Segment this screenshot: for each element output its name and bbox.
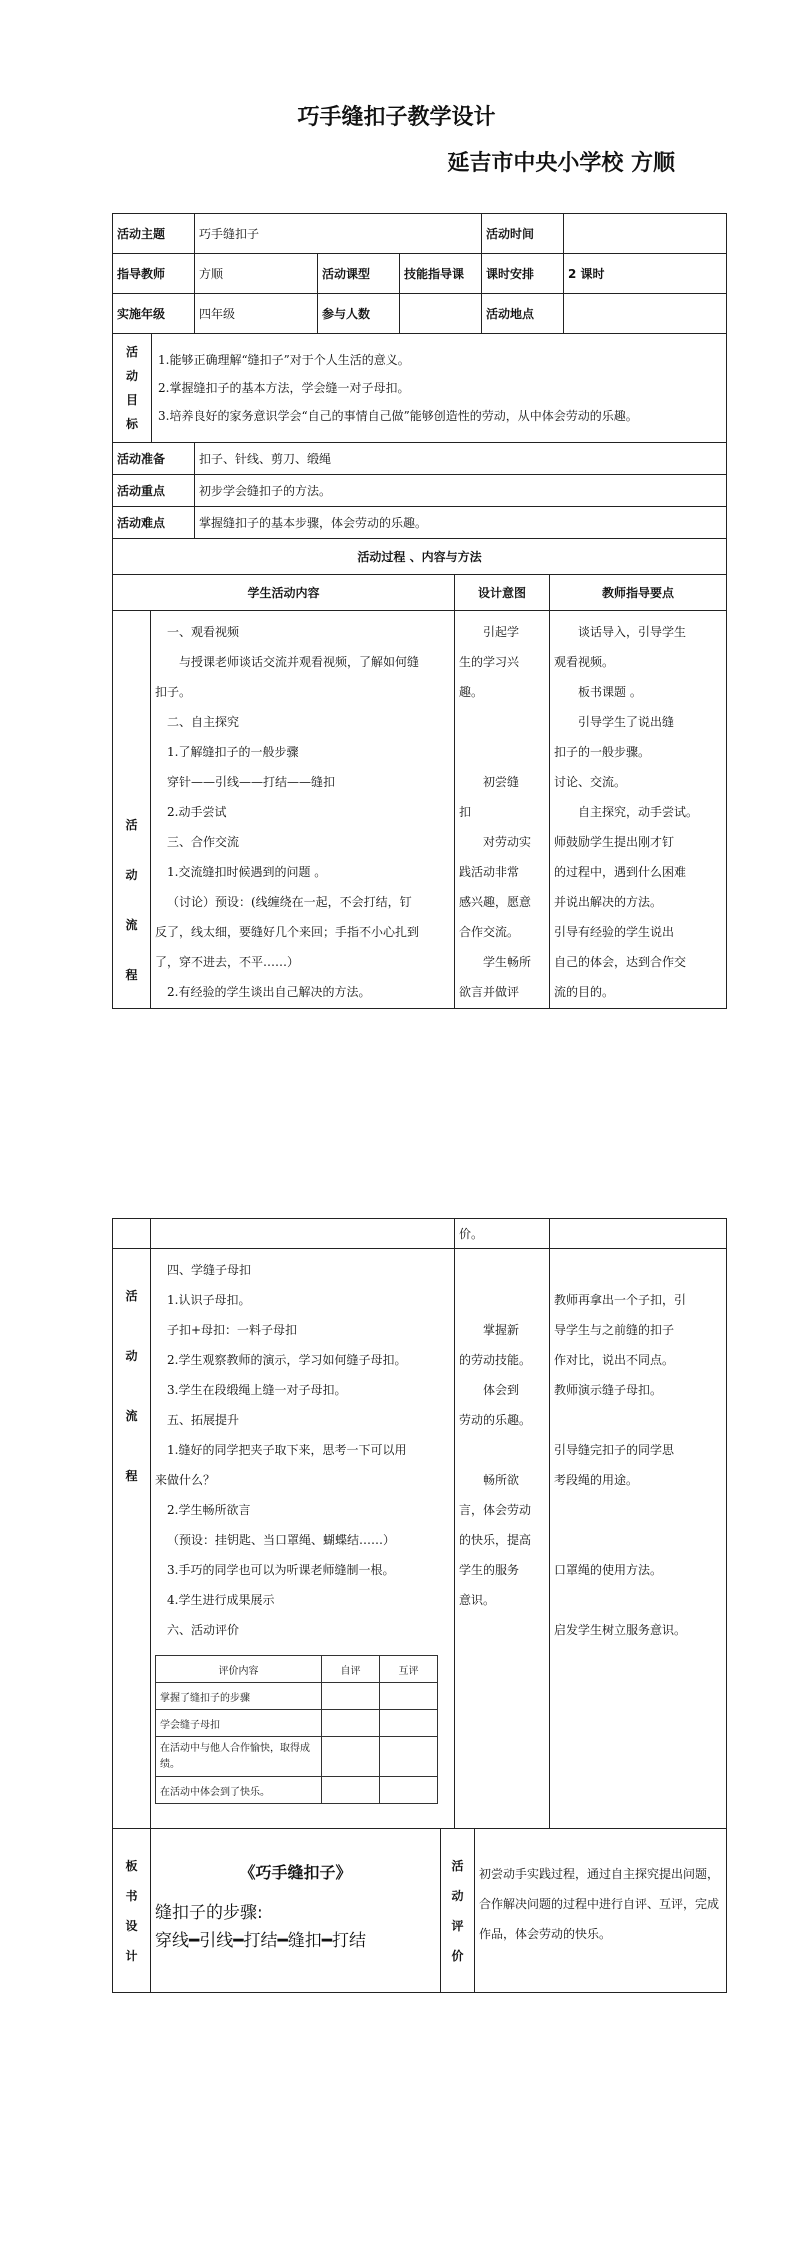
flow-label-char: 动 bbox=[125, 1349, 138, 1363]
student-line: 2.学生畅所欲言 bbox=[167, 1503, 251, 1517]
eval-peer-cell[interactable] bbox=[380, 1710, 438, 1737]
board-label-char: 书 bbox=[125, 1888, 138, 1903]
eval-self-cell[interactable] bbox=[322, 1737, 380, 1777]
student-line: （讨论）预设：(线缠绕在一起，不会打结，钉 bbox=[167, 895, 412, 909]
continued-intent: 价。 bbox=[455, 1219, 550, 1249]
student-line: 一、观看视频 bbox=[167, 625, 240, 639]
empty-cell bbox=[550, 1219, 727, 1249]
student-line: 子扣+母扣：一料子母扣 bbox=[167, 1323, 298, 1337]
page-title: 巧手缝扣子教学设计 bbox=[297, 105, 496, 130]
goals-label-char: 活 bbox=[125, 345, 138, 359]
intent-line: 初尝缝 bbox=[483, 775, 520, 789]
intent-line bbox=[459, 707, 545, 737]
intent-line: 劳动的乐趣。 bbox=[459, 1413, 532, 1427]
place-value bbox=[564, 294, 727, 334]
time-value bbox=[564, 214, 727, 254]
grade-value: 四年级 bbox=[195, 294, 318, 334]
board-label bbox=[113, 1829, 151, 1993]
intent-line: 感兴趣，愿意 bbox=[459, 895, 532, 909]
goals-label bbox=[113, 334, 152, 442]
student-header: 学生活动内容 bbox=[113, 575, 455, 611]
student-line: 三、合作交流 bbox=[167, 835, 240, 849]
student-line: 二、自主探究 bbox=[167, 715, 240, 729]
prep-value: 扣子、针线、剪刀、缎绳 bbox=[195, 443, 727, 475]
flow-label-char: 动 bbox=[125, 867, 138, 882]
teacher-line bbox=[554, 1405, 722, 1435]
board-line: 穿线━引线━打结━缝扣━打结 bbox=[155, 1931, 366, 1951]
goals-label-char: 标 bbox=[125, 417, 138, 431]
design-intent bbox=[455, 611, 550, 1009]
time-label: 活动时间 bbox=[482, 214, 564, 254]
self-evaluation-table bbox=[155, 1655, 438, 1804]
process-title: 活动过程 、内容与方法 bbox=[113, 539, 727, 575]
activity-eval-label-char: 活 bbox=[451, 1858, 464, 1873]
topic-value: 巧手缝扣子 bbox=[195, 214, 482, 254]
eval-header: 互评 bbox=[380, 1656, 438, 1683]
activity-eval-label-char: 动 bbox=[451, 1888, 464, 1903]
intent-line bbox=[459, 1285, 545, 1315]
course-value: 技能指导课 bbox=[400, 254, 482, 294]
teacher-guidance bbox=[550, 611, 727, 1009]
student-line: （预设：挂钥匙、当口罩绳、蝴蝶结……） bbox=[167, 1533, 396, 1547]
activity-eval-label-char: 评 bbox=[451, 1918, 464, 1933]
teacher-line: 作对比，说出不同点。 bbox=[554, 1353, 675, 1367]
topic-label: 活动主题 bbox=[113, 214, 195, 254]
prep-label: 活动准备 bbox=[113, 443, 195, 475]
student-line: 穿针——引线——打结——缝扣 bbox=[167, 775, 336, 789]
eval-row-label: 学会缝子母扣 bbox=[156, 1710, 322, 1737]
board-label-char: 计 bbox=[125, 1948, 138, 1963]
board-title: 《巧手缝扣子》 bbox=[239, 1863, 352, 1882]
teacher-line: 教师演示缝子母扣。 bbox=[554, 1383, 663, 1397]
intent-header: 设计意图 bbox=[455, 575, 550, 611]
intent-line: 对劳动实 bbox=[483, 835, 532, 849]
teacher-line: 谈话导入，引导学生 bbox=[578, 625, 687, 639]
teacher-line: 引导有经验的学生说出 bbox=[554, 925, 675, 939]
teacher-line bbox=[554, 1585, 722, 1615]
student-activities bbox=[151, 611, 455, 1009]
intent-line: 践活动非常 bbox=[459, 865, 520, 879]
schedule-label: 课时安排 bbox=[482, 254, 564, 294]
goal-item: 3.培养良好的家务意识学会“自己的事情自己做”能够创造性的劳动，从中体会劳动的乐趣。 bbox=[158, 409, 638, 423]
flow-label-char: 程 bbox=[125, 967, 138, 982]
teacher-line bbox=[554, 1525, 722, 1555]
student-line: 3.学生在段缎绳上缝一对子母扣。 bbox=[167, 1383, 347, 1397]
student-line: 四、学缝子母扣 bbox=[167, 1263, 252, 1277]
goals-label-char: 目 bbox=[125, 393, 138, 407]
board-design-table bbox=[112, 1828, 727, 1993]
intent-line: 学生的服务 bbox=[459, 1563, 520, 1577]
eval-row-label: 在活动中体会到了快乐。 bbox=[156, 1777, 322, 1804]
student-line: 2.动手尝试 bbox=[167, 805, 227, 819]
teacher-line: 导学生与之前缝的扣子 bbox=[554, 1323, 675, 1337]
eval-self-cell[interactable] bbox=[322, 1777, 380, 1804]
flow-label-char: 活 bbox=[125, 1289, 138, 1303]
teacher-line: 引导学生了说出缝 bbox=[578, 715, 675, 729]
teacher-line: 师鼓励学生提出刚才钉 bbox=[554, 835, 675, 849]
teacher-line: 考段绳的用途。 bbox=[554, 1473, 639, 1487]
activity-eval-label bbox=[441, 1829, 475, 1993]
intent-line: 趣。 bbox=[459, 685, 484, 699]
teacher-line: 自主探究，动手尝试。 bbox=[578, 805, 699, 819]
place-label: 活动地点 bbox=[482, 294, 564, 334]
difficulty-value: 掌握缝扣子的基本步骤，体会劳动的乐趣。 bbox=[195, 507, 727, 539]
intent-line: 体会到 bbox=[483, 1383, 520, 1397]
flow-label bbox=[113, 611, 151, 1009]
intent-line: 的快乐，提高 bbox=[459, 1533, 532, 1547]
goals-list bbox=[152, 334, 638, 442]
student-line: 2.学生观察教师的演示，学习如何缝子母扣。 bbox=[167, 1353, 407, 1367]
process-table-page2 bbox=[112, 1218, 727, 1829]
student-line: 与授课老师谈话交流并观看视频，了解如何缝 bbox=[179, 655, 420, 669]
student-activities-2 bbox=[151, 1249, 455, 1829]
eval-peer-cell[interactable] bbox=[380, 1737, 438, 1777]
teacher-line: 自己的体会，达到合作交 bbox=[554, 955, 687, 969]
teacher-line: 教师再拿出一个子扣，引 bbox=[554, 1293, 687, 1307]
intent-line: 掌握新 bbox=[483, 1323, 520, 1337]
eval-row-label: 在活动中与他人合作愉快，取得成绩。 bbox=[156, 1737, 322, 1777]
student-line: 3.手巧的同学也可以为听课老师缝制一根。 bbox=[167, 1563, 395, 1577]
eval-self-cell[interactable] bbox=[322, 1683, 380, 1710]
design-intent-2 bbox=[455, 1249, 550, 1829]
student-line: 1.交流缝扣时候遇到的问题 。 bbox=[167, 865, 327, 879]
eval-peer-cell[interactable] bbox=[380, 1683, 438, 1710]
teacher-line: 板书课题 。 bbox=[578, 685, 642, 699]
board-line: 缝扣子的步骤: bbox=[155, 1903, 263, 1923]
people-label: 参与人数 bbox=[318, 294, 400, 334]
student-line: 反了，线太细，要缝好几个来回；手指不小心扎到 bbox=[155, 925, 420, 939]
board-label-char: 板 bbox=[125, 1858, 138, 1873]
flow-label-char: 活 bbox=[125, 817, 138, 832]
teacher-line: 讨论、交流。 bbox=[554, 775, 627, 789]
student-line: 了，穿不进去，不平……） bbox=[155, 955, 300, 969]
intent-line bbox=[459, 737, 545, 767]
teacher-line: 的过程中，遇到什么困难 bbox=[554, 865, 687, 879]
eval-header: 评价内容 bbox=[156, 1656, 322, 1683]
teacher-line: 启发学生树立服务意识。 bbox=[554, 1623, 687, 1637]
teacher-line: 流的目的。 bbox=[554, 985, 615, 999]
key-value: 初步学会缝扣子的方法。 bbox=[195, 475, 727, 507]
teacher-line: 口罩绳的使用方法。 bbox=[554, 1563, 663, 1577]
goal-item: 1.能够正确理解“缝扣子”对于个人生活的意义。 bbox=[158, 353, 410, 367]
intent-line bbox=[459, 1255, 545, 1285]
difficulty-label: 活动难点 bbox=[113, 507, 195, 539]
board-content bbox=[151, 1829, 441, 1993]
intent-line: 的劳动技能。 bbox=[459, 1353, 532, 1367]
activity-eval-label-char: 价 bbox=[451, 1948, 464, 1963]
author-line: 延吉市中央小学校 方顺 bbox=[447, 151, 675, 176]
intent-line: 合作交流。 bbox=[459, 925, 520, 939]
key-label: 活动重点 bbox=[113, 475, 195, 507]
teacher-guidance-2 bbox=[550, 1249, 727, 1829]
teacher-line bbox=[554, 1495, 722, 1525]
student-line: 1.了解缝扣子的一般步骤 bbox=[167, 745, 299, 759]
flow-label-char: 程 bbox=[125, 1469, 138, 1483]
student-line: 1.认识子母扣。 bbox=[167, 1293, 251, 1307]
goal-item: 2.掌握缝扣子的基本方法，学会缝一对子母扣。 bbox=[158, 381, 410, 395]
activity-eval-text: 初尝动手实践过程，通过自主探究提出问题，合作解决问题的过程中进行自评、互评，完成作品，体会劳动的快乐。 bbox=[475, 1829, 727, 1993]
process-table-page1 bbox=[112, 574, 727, 1009]
grade-label: 实施年级 bbox=[113, 294, 195, 334]
lesson-plan-table-page1 bbox=[112, 213, 727, 575]
student-line: 4.学生进行成果展示 bbox=[167, 1593, 275, 1607]
student-line: 2.有经验的学生谈出自己解决的方法。 bbox=[167, 985, 371, 999]
teacher-value: 方顺 bbox=[195, 254, 318, 294]
teacher-line bbox=[554, 1255, 722, 1285]
empty-cell bbox=[113, 1219, 151, 1249]
flow-label-2 bbox=[113, 1249, 151, 1829]
teacher-label: 指导教师 bbox=[113, 254, 195, 294]
eval-self-cell[interactable] bbox=[322, 1710, 380, 1737]
teacher-line: 引导缝完扣子的同学思 bbox=[554, 1443, 675, 1457]
empty-cell bbox=[151, 1219, 455, 1249]
teacher-line: 观看视频。 bbox=[554, 655, 615, 669]
student-line: 来做什么？ bbox=[155, 1473, 216, 1487]
student-line: 扣子。 bbox=[155, 685, 192, 699]
student-line: 五、拓展提升 bbox=[167, 1413, 240, 1427]
schedule-value: 2 课时 bbox=[564, 254, 727, 294]
people-value bbox=[400, 294, 482, 334]
board-label-char: 设 bbox=[125, 1918, 138, 1933]
flow-label-char: 流 bbox=[125, 1409, 138, 1423]
intent-line: 学生畅所 bbox=[483, 955, 532, 969]
flow-label-char: 流 bbox=[125, 917, 138, 932]
intent-line bbox=[459, 1435, 545, 1465]
teacher-line: 扣子的一般步骤。 bbox=[554, 745, 651, 759]
intent-line: 扣 bbox=[459, 805, 472, 819]
teacher-line: 并说出解决的方法。 bbox=[554, 895, 663, 909]
student-line: 1.缝好的同学把夹子取下来，思考一下可以用 bbox=[167, 1443, 407, 1457]
eval-row-label: 掌握了缝扣子的步骤 bbox=[156, 1683, 322, 1710]
eval-peer-cell[interactable] bbox=[380, 1777, 438, 1804]
intent-line: 生的学习兴 bbox=[459, 655, 520, 669]
intent-line: 欲言并做评 bbox=[459, 985, 520, 999]
intent-line: 引起学 bbox=[483, 625, 520, 639]
teacher-header: 教师指导要点 bbox=[550, 575, 727, 611]
intent-line: 畅所欲 bbox=[483, 1473, 520, 1487]
intent-line: 言，体会劳动 bbox=[459, 1503, 532, 1517]
course-label: 活动课型 bbox=[318, 254, 400, 294]
student-line: 六、活动评价 bbox=[167, 1623, 240, 1637]
eval-header: 自评 bbox=[322, 1656, 380, 1683]
goals-label-char: 动 bbox=[125, 369, 138, 383]
intent-line: 意识。 bbox=[459, 1593, 496, 1607]
